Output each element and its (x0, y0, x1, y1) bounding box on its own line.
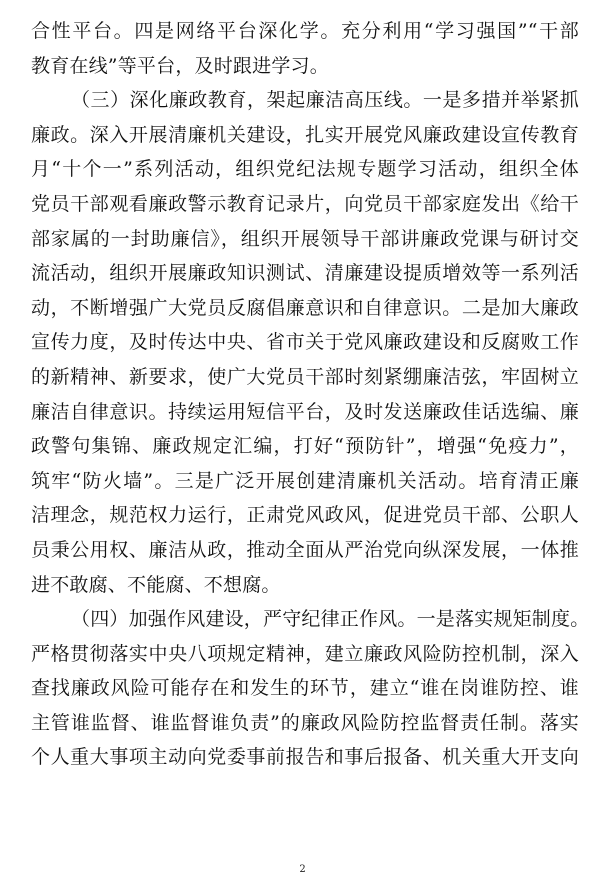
text-line: 动，不断增强广大党员反腐倡廉意识和自律意识。二是加大廉政 (31, 296, 579, 319)
text-line: 部家属的一封助廉信》，组织开展领导干部讲廉政党课与研讨交 (31, 227, 579, 250)
text-line: 宣传力度，及时传达中央、省市关于党风廉政建设和反腐败工作 (31, 331, 579, 354)
text-line: 严格贯彻落实中央八项规定精神，建立廉政风险防控机制，深入 (31, 642, 579, 665)
text-line: 主管谁监督、谁监督谁负责”的廉政风险防控监督责任制。落实 (31, 711, 579, 734)
text-line: 进不敢腐、不能腐、不想腐。 (31, 573, 281, 596)
body-text (31, 14, 590, 775)
text-line: 员秉公用权、廉洁从政，推动全面从严治党向纵深发展，一体推 (31, 538, 579, 561)
text-line: 查找廉政风险可能存在和发生的环节，建立“谁在岗谁防控、谁 (31, 677, 579, 700)
section-heading-line: （四）加强作风建设，严守纪律正作风。一是落实规矩制度。 (71, 608, 590, 631)
page-number: 2 (299, 864, 306, 875)
text-line: 合性平台。四是网络平台深化学。充分利用“学习强国”“干部 (31, 20, 579, 42)
text-line: 教育在线”等平台，及时跟进学习。 (31, 54, 329, 77)
text-line: 流活动，组织开展廉政知识测试、清廉建设提质增效等一系列活 (31, 262, 579, 285)
text-line: 筑牢“防火墙”。三是广泛开展创建清廉机关活动。培育清正廉 (31, 469, 579, 492)
text-line: 的新精神、新要求，使广大党员干部时刻紧绷廉洁弦，牢固树立 (31, 365, 579, 388)
text-line: 党员干部观看廉政警示教育记录片，向党员干部家庭发出《给干 (31, 192, 579, 215)
text-line: 个人重大事项主动向党委事前报告和事后报备、机关重大开支向 (31, 746, 579, 769)
text-line: 月“十个一”系列活动，组织党纪法规专题学习活动，组织全体 (31, 158, 579, 181)
section-heading-line: （三）深化廉政教育，架起廉洁高压线。一是多措并举紧抓 (71, 89, 579, 112)
text-line: 廉洁自律意识。持续运用短信平台，及时发送廉政佳话选编、廉 (31, 400, 579, 423)
text-line: 洁理念，规范权力运行，正肃党风政风，促进党员干部、公职人 (31, 504, 579, 527)
text-line: 政警句集锦、廉政规定汇编，打好“预防针”，增强“免疫力”， (31, 435, 579, 458)
text-line: 廉政。深入开展清廉机关建设，扎实开展党风廉政建设宣传教育 (31, 123, 579, 146)
